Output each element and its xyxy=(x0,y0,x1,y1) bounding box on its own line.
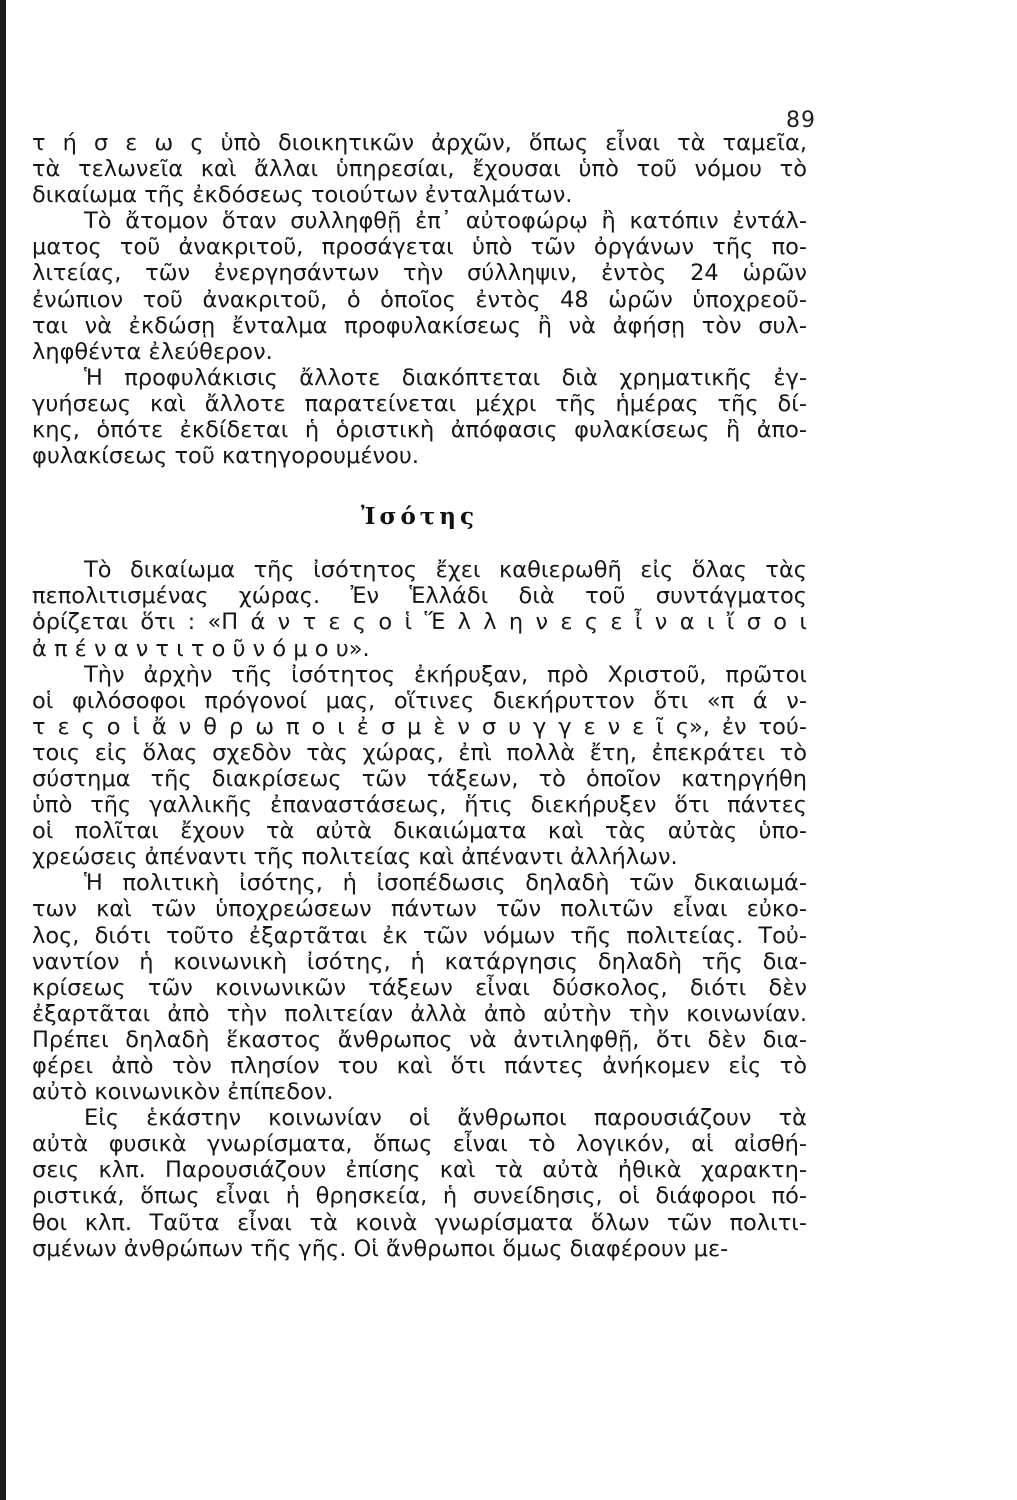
text-line: φέρει ἀπὸ τὸν πλησίον του καὶ ὅτι πάντες ἀνήκομεν εἰς τὸ xyxy=(32,1053,807,1079)
text-line: τ ή σ ε ω ς ὑπὸ διοικητικῶν ἀρχῶν, ὅπως εἶναι τὰ ταμεῖα, xyxy=(32,130,807,156)
text-line: των καὶ τῶν ὑποχρεώσεων πάντων τῶν πολιτῶν εἶναι εὐκο- xyxy=(32,896,807,923)
text-line: πεπολιτισμένας χώρας. Ἐν Ἑλλάδι διὰ τοῦ συντάγματος xyxy=(32,583,807,610)
text-line: ματος τοῦ ἀνακριτοῦ, προσάγεται ὑπὸ τῶν ὀργάνων τῆς πο- xyxy=(32,234,807,261)
text-line: λιτείας, τῶν ἐνεργησάντων τὴν σύλληψιν, ἐντὸς 24 ὡρῶν xyxy=(32,260,807,287)
text-line: Τὸ δικαίωμα τῆς ἰσότητος ἔχει καθιερωθῆ εἰς ὅλας τὰς xyxy=(84,557,807,584)
paragraph xyxy=(32,870,807,1105)
text-line: σεις κλπ. Παρουσιάζουν ἐπίσης καὶ τὰ αὐτὰ ἠθικὰ χαρακτη- xyxy=(32,1157,807,1184)
text-line: τοις εἰς ὅλας σχεδὸν τὰς χώρας, ἐπὶ πολλὰ ἔτη, ἐπεκράτει τὸ xyxy=(32,739,807,766)
text-line: ἐξαρτᾶται ἀπὸ τὴν πολιτείαν ἀλλὰ ἀπὸ αὐτὴν τὴν κοινωνίαν. xyxy=(32,1000,807,1027)
text-line: ἐνώπιον τοῦ ἀνακριτοῦ, ὁ ὁποῖος ἐντὸς 48 ὡρῶν ὑποχρεοῦ- xyxy=(32,286,807,313)
text-line: Τὸ ἄτομον ὅταν συλληφθῇ ἐπ᾿ αὐτοφώρῳ ἢ κατόπιν ἐντάλ- xyxy=(84,208,807,235)
text-line: Πρέπει δηλαδὴ ἕκαστος ἄνθρωπος νὰ ἀντιληφθῇ, ὅτι δὲν δια- xyxy=(32,1026,807,1053)
text-line: αὐτὸ κοινωνικὸν ἐπίπεδον. xyxy=(32,1079,334,1106)
paragraph xyxy=(32,1105,807,1262)
text-line: θοι κλπ. Ταῦτα εἶναι τὰ κοινὰ γνωρίσματα ὅλων τῶν πολιτι- xyxy=(32,1209,807,1236)
text-line: γυήσεως καὶ ἄλλοτε παρατείνεται μέχρι τῆς ἡμέρας τῆς δί- xyxy=(32,390,807,417)
text-line: ναντίον ἡ κοινωνικὴ ἰσότης, ἡ κατάργησις δηλαδὴ τῆς δια- xyxy=(32,948,807,975)
text-line: ριστικά, ὅπως εἶναι ἡ θρησκεία, ἡ συνείδησις, οἱ διάφοροι πό- xyxy=(32,1183,807,1210)
text-column xyxy=(32,130,807,1262)
scan-page-edge xyxy=(0,0,6,1500)
paragraph xyxy=(32,557,807,661)
text-line: ἀ π έ ν α ν τ ι τ ο ῦ ν ό μ ο υ». xyxy=(32,635,370,662)
text-line: αὐτὰ φυσικὰ γνωρίσματα, ὅπως εἶναι τὸ λογικόν, αἱ αἰσθή- xyxy=(32,1131,807,1158)
text-line: ὁρίζεται ὅτι : «Π ά ν τ ε ς ο ἱ Ἕ λ λ η ν ε ς ε ἶ ν α ι ἴ σ ο ι xyxy=(32,609,807,636)
text-line: Εἰς ἑκάστην κοινωνίαν οἱ ἄνθρωποι παρουσιάζουν τὰ xyxy=(84,1105,807,1132)
text-line: λος, διότι τοῦτο ἐξαρτᾶται ἐκ τῶν νόμων τῆς πολιτείας. Τοὐ- xyxy=(32,922,807,949)
text-line: ται νὰ ἐκδώσῃ ἔνταλμα προφυλακίσεως ἢ νὰ ἀφήσῃ τὸν συλ- xyxy=(32,312,807,339)
text-line: δικαίωμα τῆς ἐκδόσεως τοιούτων ἐνταλμάτων. xyxy=(32,182,573,209)
text-line: κης, ὁπότε ἐκδίδεται ἡ ὁριστικὴ ἀπόφασις φυλακίσεως ἢ ἀπο- xyxy=(32,417,807,444)
text-line: ὑπὸ τῆς γαλλικῆς ἐπαναστάσεως, ἥτις διεκήρυξεν ὅτι πάντες xyxy=(32,792,807,819)
text-line: τὰ τελωνεῖα καὶ ἄλλαι ὑπηρεσίαι, ἔχουσαι ὑπὸ τοῦ νόμου τὸ xyxy=(32,156,807,183)
text-line: Ἡ προφυλάκισις ἄλλοτε διακόπτεται διὰ χρηματικῆς ἐγ- xyxy=(84,364,807,391)
text-line: κρίσεως τῶν κοινωνικῶν τάξεων εἶναι δύσκολος, διότι δὲν xyxy=(32,974,807,1001)
text-line: τ ε ς ο ἱ ἄ ν θ ρ ω π ο ι ἐ σ μ ὲ ν σ υ γ γ ε ν ε ῖ ς», ἐν τού- xyxy=(32,713,807,740)
text-line: φυλακίσεως τοῦ κατηγορουμένου. xyxy=(32,443,420,470)
paragraphs-before-heading xyxy=(32,130,807,469)
text-line: οἱ φιλόσοφοι πρόγονοί μας, οἵτινες διεκήρυττον ὅτι «π ά ν- xyxy=(32,687,807,714)
section-heading: Ἰσότης xyxy=(361,503,478,531)
page-number: 89 xyxy=(786,108,816,133)
paragraph xyxy=(32,130,807,208)
text-line: οἱ πολῖται ἔχουν τὰ αὐτὰ δικαιώματα καὶ τὰς αὐτὰς ὑπο- xyxy=(32,818,807,845)
text-line: χρεώσεις ἀπέναντι τῆς πολιτείας καὶ ἀπέναντι ἀλλήλων. xyxy=(32,844,678,871)
paragraph xyxy=(32,365,807,469)
paragraph xyxy=(32,662,807,871)
text-line: σύστημα τῆς διακρίσεως τῶν τάξεων, τὸ ὁποῖον κατηργήθη xyxy=(32,765,807,792)
text-line: ληφθέντα ἐλεύθερον. xyxy=(32,338,273,365)
text-line: Τὴν ἀρχὴν τῆς ἰσότητος ἐκήρυξαν, πρὸ Χριστοῦ, πρῶτοι xyxy=(84,661,807,688)
paragraphs-after-heading xyxy=(32,557,807,1262)
text-line: Ἡ πολιτικὴ ἰσότης, ἡ ἰσοπέδωσις δηλαδὴ τῶν δικαιωμά- xyxy=(84,870,807,897)
text-line: σμένων ἀνθρώπων τῆς γῆς. Οἱ ἄνθρωποι ὅμως διαφέρουν με- xyxy=(32,1235,729,1262)
paragraph xyxy=(32,208,807,365)
